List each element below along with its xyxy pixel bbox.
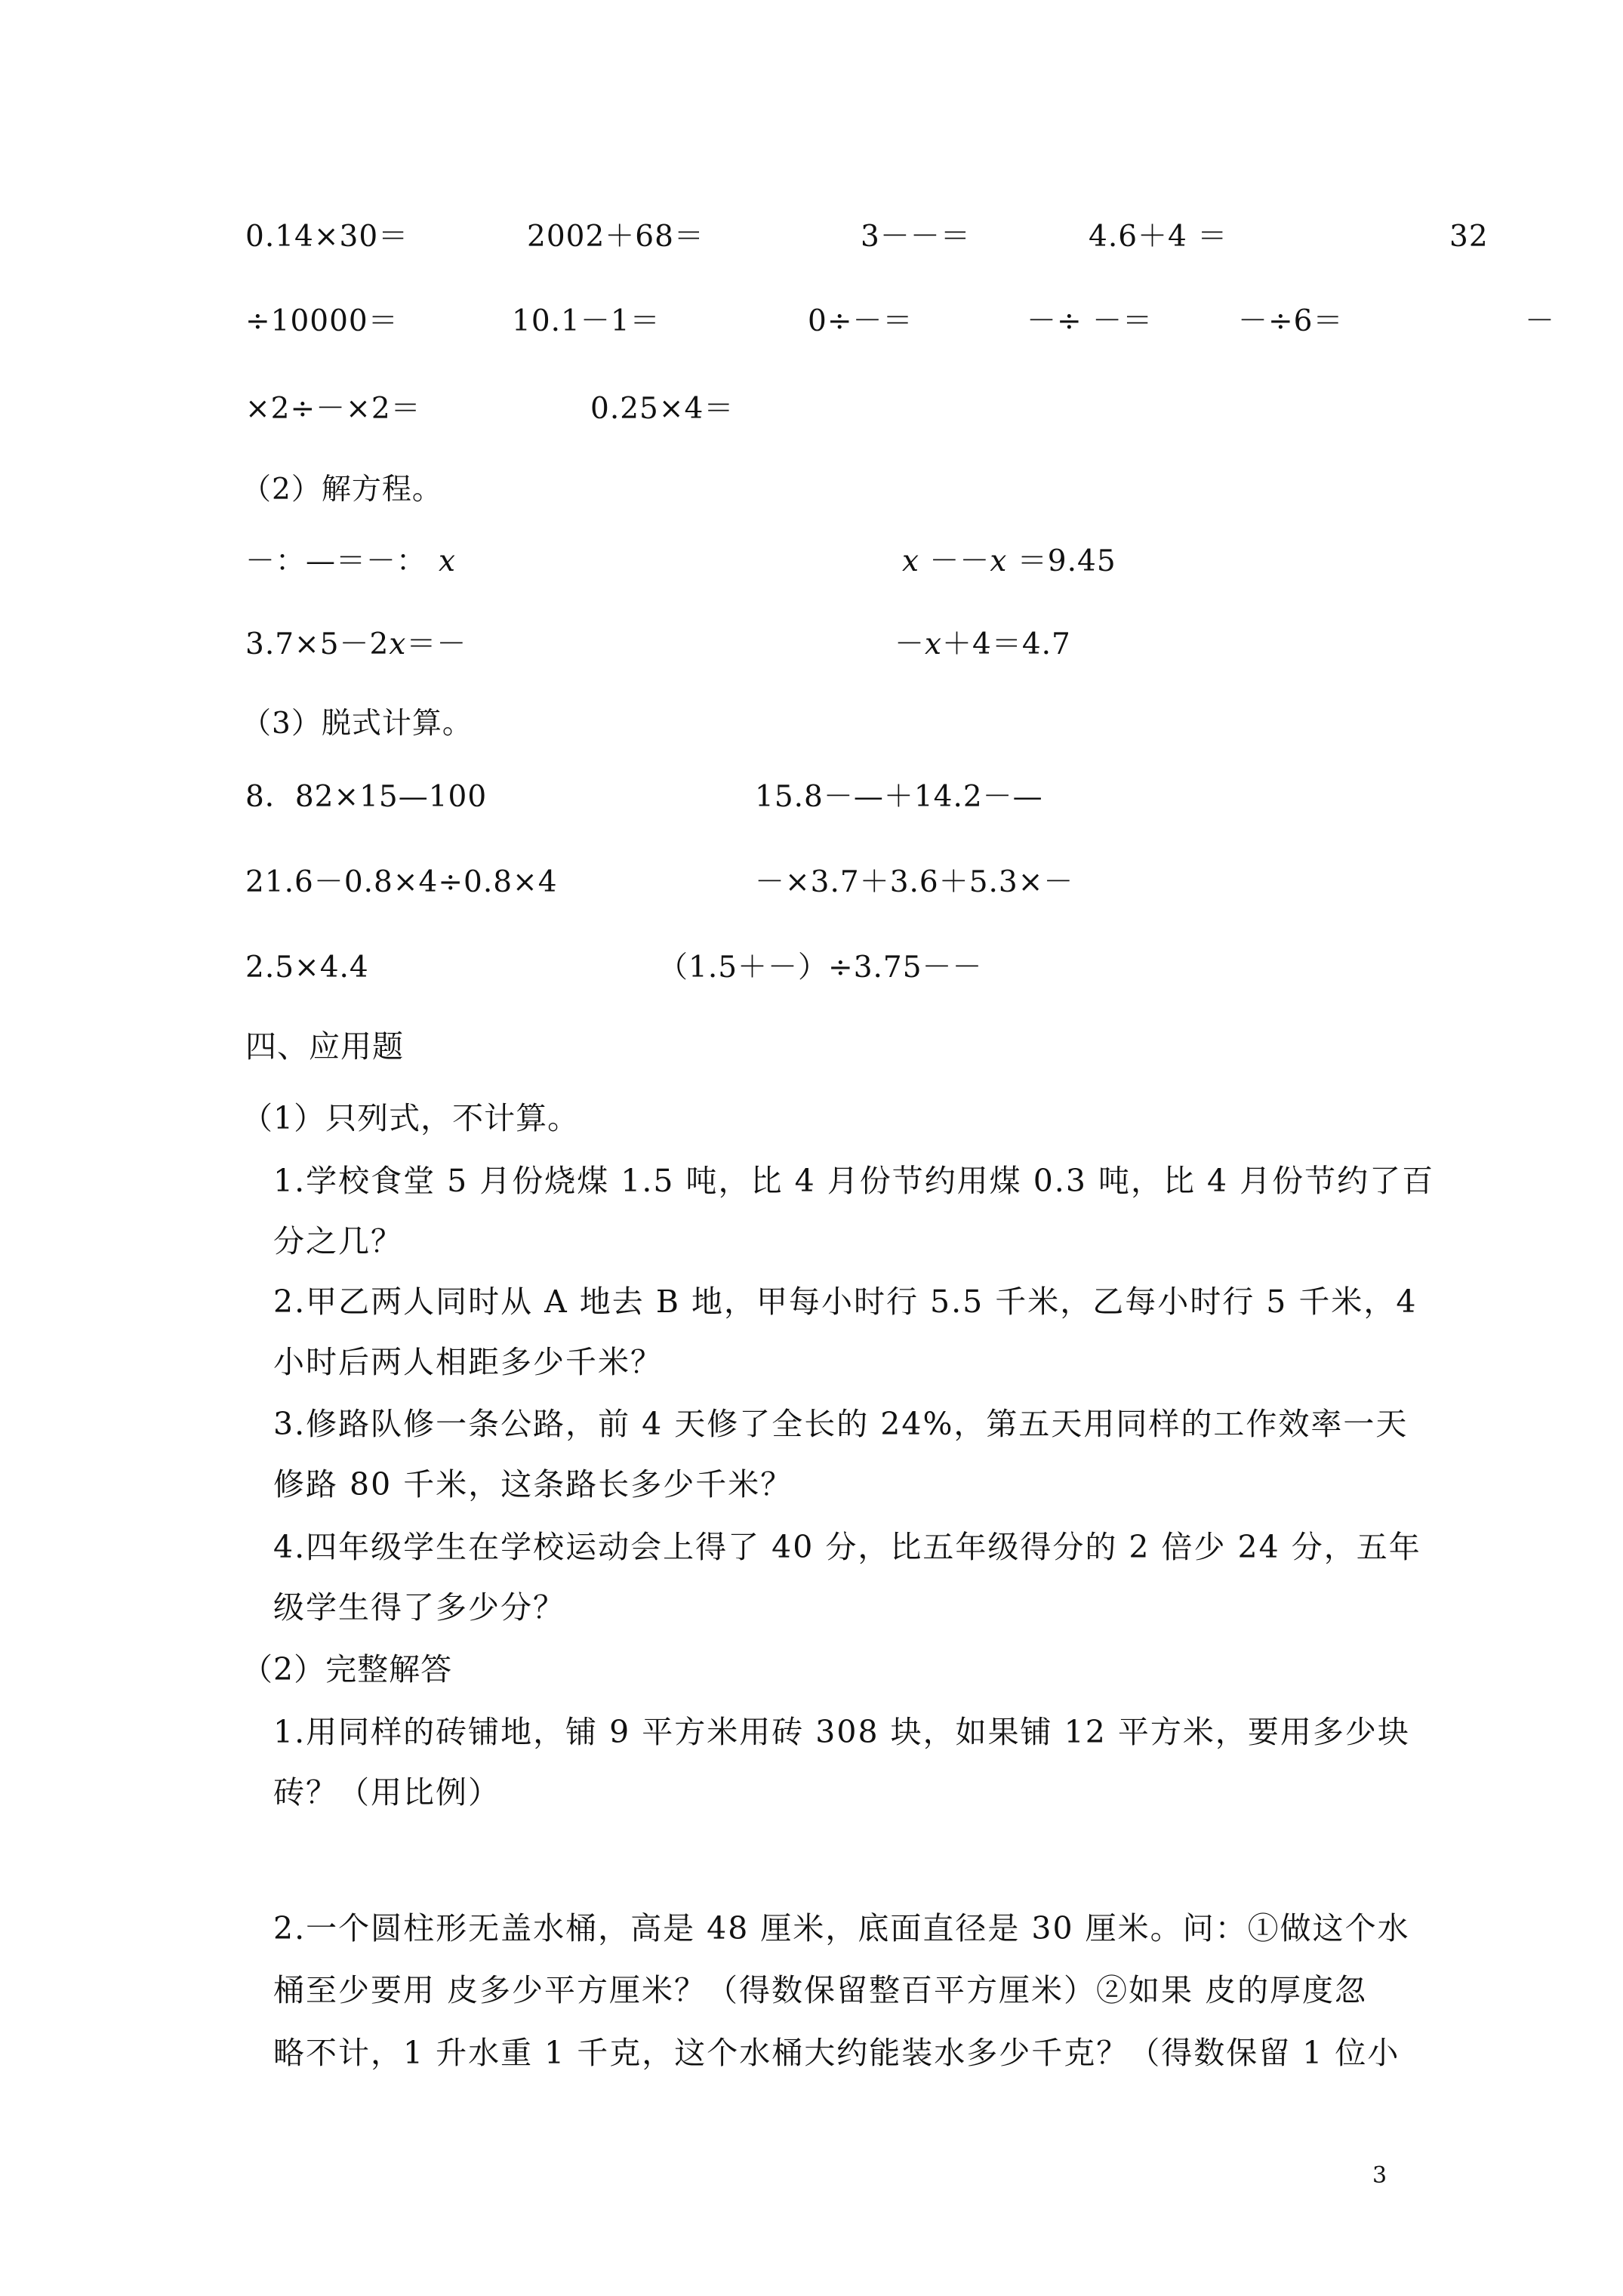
problem-2-line: 桶至少要用 皮多少平方厘米？（得数保留整百平方厘米）②如果 皮的厚度忽 [273,1972,1368,2008]
calc-item: －÷ －＝ [1027,304,1153,338]
equation-variable: x [925,627,943,661]
question-3-line: 3.修路队修一条公路，前 4 天修了全长的 24%，第五天用同样的工作效率一天 [273,1406,1409,1442]
calc-item: ×2÷－×2＝ [245,392,421,426]
problem-2-line: 略不计，1 升水重 1 千克，这个水桶大约能装水多少千克？（得数保留 1 位小 [273,2035,1400,2071]
equation-4 [895,627,1071,663]
equation-text: ＝－ [406,627,467,661]
equation-variable: x [990,544,1008,578]
question-2-line: 2.甲乙两人同时从 A 地去 B 地，甲每小时行 5.5 千米，乙每小时行 5 千米，4 [273,1284,1418,1320]
stepwise-item: 21.6－0.8×4÷0.8×4 [245,865,558,899]
section-heading-equations: （2）解方程。 [242,473,442,507]
question-1-line: 分之几？ [273,1223,403,1259]
subsection-heading: （1）只列式，不计算。 [242,1100,580,1136]
problem-1-line: 砖？（用比例） [273,1774,500,1811]
calc-item: － [1525,304,1556,338]
subsection-heading: （2）完整解答 [242,1651,453,1687]
problem-1-line: 1.用同样的砖铺地，铺 9 平方米用砖 308 块，如果铺 12 平方米，要用多少块 [273,1714,1410,1750]
equation-text: －：—＝－： [245,544,427,578]
stepwise-item: （1.5＋－）÷3.75－－ [658,951,983,985]
stepwise-item: 2.5×4.4 [245,951,369,985]
calc-item: 10.1－1＝ [512,304,661,338]
question-1-line: 1.学校食堂 5 月份烧煤 1.5 吨，比 4 月份节约用煤 0.3 吨，比 4 月份节约了百 [273,1163,1435,1199]
question-3-line: 修路 80 千米，这条路长多少千米？ [273,1466,793,1502]
calc-item: 4.6＋4 ＝ [1089,220,1228,254]
question-2-line: 小时后两人相距多少千米？ [273,1344,663,1380]
stepwise-item: 8．82×15—100 [245,780,488,814]
question-4-line: 级学生得了多少分？ [273,1589,565,1626]
equation-variable: x [389,627,407,661]
equation-variable: x [902,544,919,578]
calc-item: 0.14×30＝ [245,220,409,254]
calc-item: 32 [1449,220,1489,254]
calc-item: 0÷－＝ [808,304,913,338]
equation-text: ＋4＝4.7 [942,627,1071,661]
equation-text: － [895,627,925,661]
stepwise-item: －×3.7＋3.6＋5.3×－ [755,865,1074,899]
equation-text: －－ [919,544,990,578]
calc-item: 2002＋68＝ [527,220,704,254]
calc-item: 3－－＝ [861,220,971,254]
question-4-line: 4.四年级学生在学校运动会上得了 40 分，比五年级得分的 2 倍少 24 分，五年 [273,1529,1421,1565]
problem-2-line: 2.一个圆柱形无盖水桶，高是 48 厘米，底面直径是 30 厘米。问：①做这个水 [273,1910,1410,1946]
page-number: 3 [1372,2162,1388,2189]
calc-item: －÷6＝ [1238,304,1344,338]
equation-text: ＝9.45 [1007,544,1116,578]
section-heading-application: 四、应用题 [245,1028,404,1065]
equation-text: 3.7×5－2 [245,627,390,661]
equation-2 [902,544,1116,580]
stepwise-item: 15.8－—＋14.2－— [755,780,1043,814]
calc-item: ÷10000＝ [245,304,399,338]
calc-item: 0.25×4＝ [590,392,735,426]
equation-variable: x [439,544,457,578]
equation-3 [245,627,467,663]
section-heading-stepwise: （3）脱式计算。 [242,707,473,741]
equation-1 [245,544,456,580]
